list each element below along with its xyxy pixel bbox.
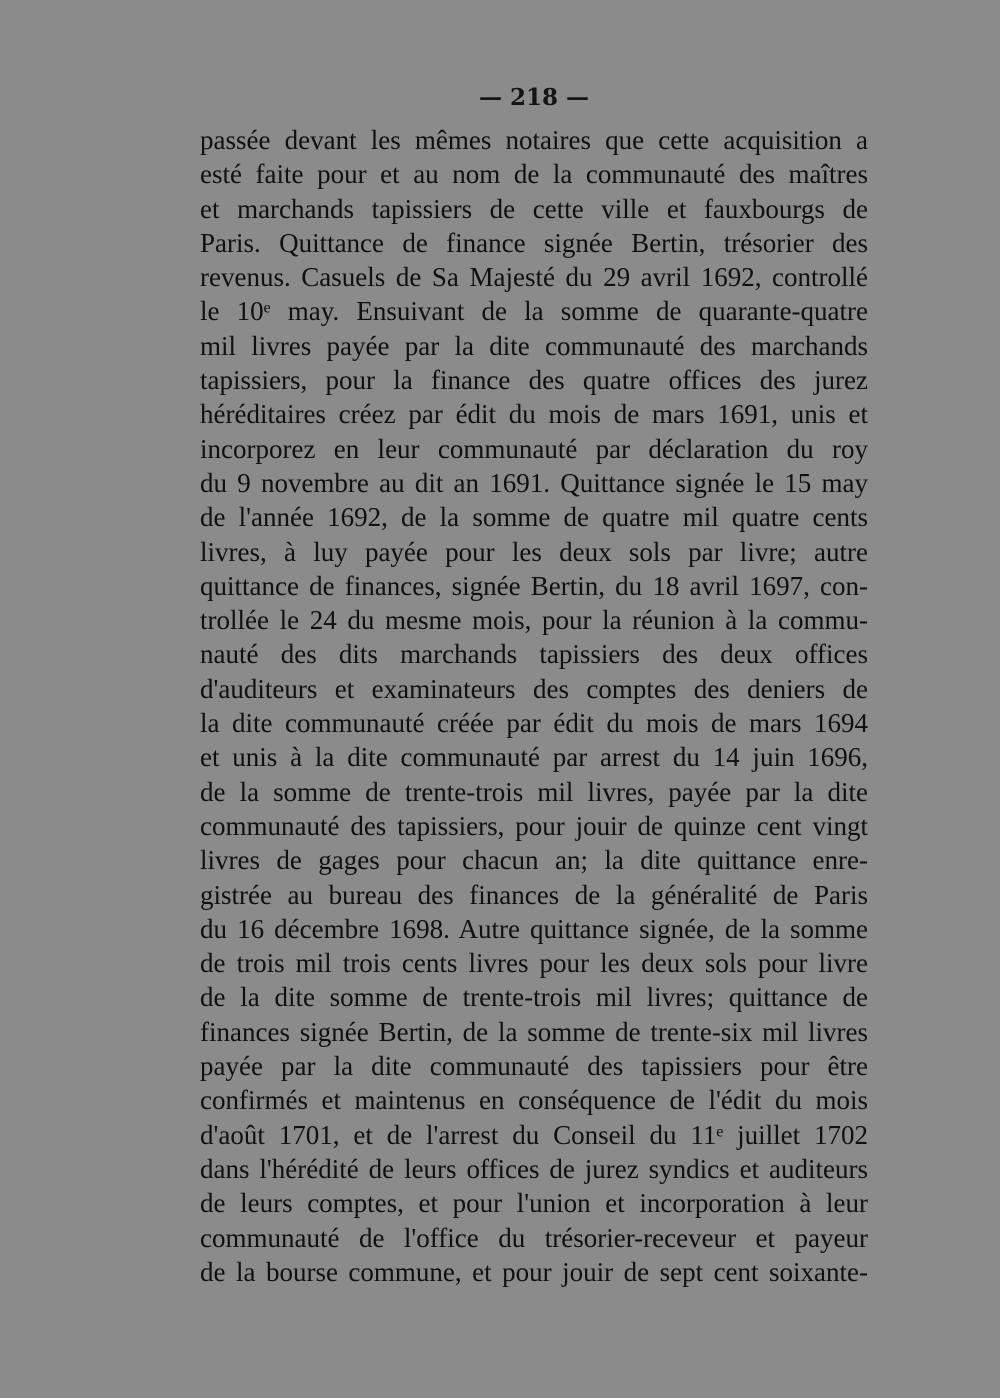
text-line: et marchands tapissiers de cette ville et fauxbourgs de: [200, 193, 868, 224]
text-line: de la dite somme de trente-trois mil livres; quittance de: [200, 982, 868, 1013]
text-line: Paris. Quittance de finance signée Bertin, trésorier des: [200, 227, 868, 258]
text-line: communauté de l'office du trésorier-receveur et payeur: [200, 1222, 868, 1253]
text-line: quittance de finances, signée Bertin, du 18 avril 1697, con-: [200, 570, 868, 601]
text-line: payée par la dite communauté des tapissiers pour être: [200, 1051, 868, 1082]
text-line: mil livres payée par la dite communauté des marchands: [200, 330, 868, 361]
text-line: livres de gages pour chacun an; la dite quittance enre-: [200, 845, 868, 876]
text-line: livres, à luy payée pour les deux sols par livre; autre: [200, 536, 868, 567]
text-line: du 16 décembre 1698. Autre quittance signée, de la somme: [200, 913, 868, 944]
body-text: [200, 123, 868, 1289]
text-line: de leurs comptes, et pour l'union et incorporation à leur: [200, 1188, 868, 1219]
text-line: nauté des dits marchands tapissiers des deux offices: [200, 639, 868, 670]
text-line: tapissiers, pour la finance des quatre offices des jurez: [200, 365, 868, 396]
text-line: du 9 novembre au dit an 1691. Quittance signée le 15 may: [200, 467, 868, 498]
text-line: de trois mil trois cents livres pour les deux sols pour livre: [200, 948, 868, 979]
text-line: de la bourse commune, et pour jouir de sept cent soixante-: [200, 1256, 868, 1287]
text-line: dans l'hérédité de leurs offices de jurez syndics et auditeurs: [200, 1153, 868, 1184]
text-line: confirmés et maintenus en conséquence de l'édit du mois: [200, 1085, 868, 1116]
text-line: le 10ᵉ may. Ensuivant de la somme de quarante-quatre: [200, 296, 868, 327]
text-line: finances signée Bertin, de la somme de trente-six mil livres: [200, 1016, 868, 1047]
text-line: héréditaires créez par édit du mois de mars 1691, unis et: [200, 399, 868, 430]
text-line: communauté des tapissiers, pour jouir de quinze cent vingt: [200, 810, 868, 841]
text-line: trollée le 24 du mesme mois, pour la réunion à la commu-: [200, 605, 868, 636]
text-line: esté faite pour et au nom de la communauté des maîtres: [200, 159, 868, 190]
text-line: de l'année 1692, de la somme de quatre mil quatre cents: [200, 502, 868, 533]
text-line: d'auditeurs et examinateurs des comptes des deniers de: [200, 673, 868, 704]
text-line: la dite communauté créée par édit du mois de mars 1694: [200, 708, 868, 739]
text-line: d'août 1701, et de l'arrest du Conseil du 11ᵉ juillet 1702: [200, 1119, 868, 1150]
text-line: passée devant les mêmes notaires que cette acquisition a: [200, 125, 868, 155]
text-line: et unis à la dite communauté par arrest du 14 juin 1696,: [200, 742, 868, 773]
page-number: — 218 —: [478, 84, 590, 111]
text-line: gistrée au bureau des finances de la généralité de Paris: [200, 879, 868, 910]
text-line: revenus. Casuels de Sa Majesté du 29 avril 1692, controllé: [200, 262, 868, 293]
text-line: incorporez en leur communauté par déclaration du roy: [200, 433, 868, 464]
text-line: de la somme de trente-trois mil livres, payée par la dite: [200, 776, 868, 807]
